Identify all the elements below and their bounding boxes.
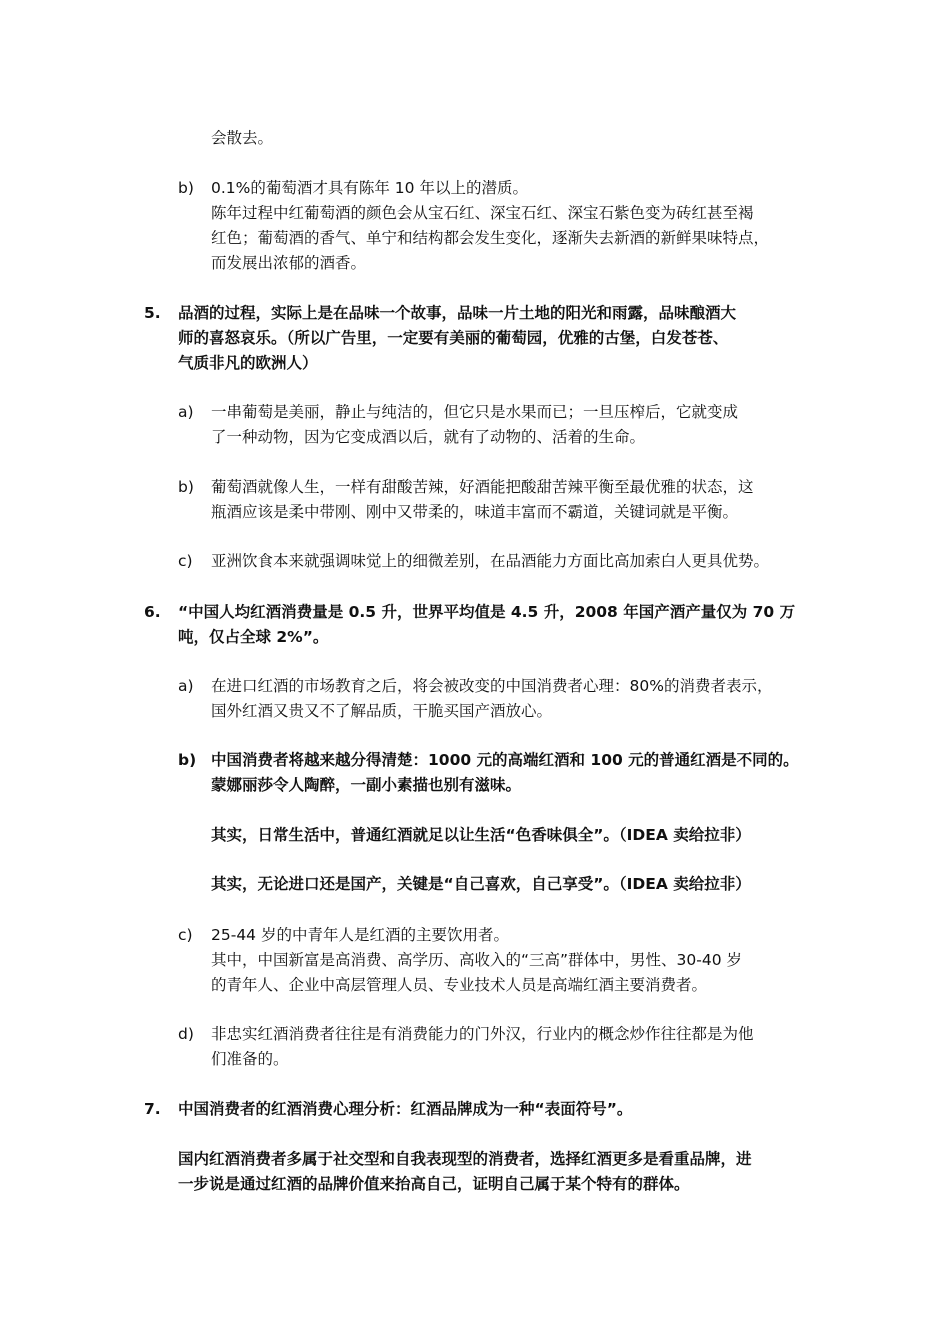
text-line: 陈年过程中红葡萄酒的颜色会从宝石红、深宝石红、深宝石紫色变为砖红甚至褐 [211, 204, 754, 222]
section-7-heading [178, 1097, 818, 1122]
text-line: 了一种动物，因为它变成酒以后，就有了动物的、活着的生命。 [211, 428, 646, 446]
section-6-heading [178, 600, 818, 650]
text-line: 一串葡萄是美丽，静止与纯洁的，但它只是水果而已；一旦压榨后，它就变成 [211, 403, 739, 421]
text-line: 中国消费者的红酒消费心理分析：红酒品牌成为一种“表面符号”。 [178, 1100, 633, 1118]
list-marker: a) [178, 403, 194, 421]
section-number: 5. [144, 304, 161, 322]
text-line: 中国消费者将越来越分得清楚：1000 元的高端红酒和 100 元的普通红酒是不同的。 [211, 751, 799, 769]
text-line: 红色；葡萄酒的香气、单宁和结构都会发生变化，逐渐失去新酒的新鲜果味特点， [211, 229, 770, 247]
text-line: 而发展出浓郁的酒香。 [211, 254, 367, 272]
text-line: 的青年人、企业中高层管理人员、专业技术人员是高端红酒主要消费者。 [211, 976, 708, 994]
text-line: 其实，日常生活中，普通红酒就足以让生活“色香味俱全”。（IDEA 卖给拉非） [211, 826, 751, 844]
section-5-heading [178, 301, 818, 376]
list-marker: b) [178, 478, 194, 496]
list-item-6a [211, 674, 821, 724]
list-item-aging [211, 176, 821, 276]
text-line: 吨，仅占全球 2%”。 [178, 628, 329, 646]
emphasis-paragraph [211, 823, 821, 848]
text-line: 其实，无论进口还是国产，关键是“自己喜欢，自己享受”。（IDEA 卖给拉非） [211, 875, 751, 893]
list-marker: c) [178, 552, 193, 570]
list-marker: c) [178, 926, 193, 944]
text-line: 葡萄酒就像人生，一样有甜酸苦辣，好酒能把酸甜苦辣平衡至最优雅的状态，这 [211, 478, 754, 496]
text-line: 会散去。 [211, 129, 274, 147]
text-line: 非忠实红酒消费者往往是有消费能力的门外汉，行业内的概念炒作往往都是为他 [211, 1025, 754, 1043]
text-line: 一步说是通过红酒的品牌价值来抬高自己，证明自己属于某个特有的群体。 [178, 1175, 690, 1193]
list-item-6b [211, 748, 821, 798]
list-item-5b [211, 475, 821, 525]
text-line: 师的喜怒哀乐。（所以广告里，一定要有美丽的葡萄园，优雅的古堡，白发苍苍、 [178, 329, 729, 347]
text-line: 瓶酒应该是柔中带刚、刚中又带柔的，味道丰富而不霸道，关键词就是平衡。 [211, 503, 739, 521]
text-line: 们准备的。 [211, 1050, 289, 1068]
text-line: 品酒的过程，实际上是在品味一个故事，品味一片土地的阳光和雨露，品味酿酒大 [178, 304, 737, 322]
list-marker: b) [178, 751, 197, 769]
list-item-6c [211, 923, 821, 998]
text-line: 国内红酒消费者多属于社交型和自我表现型的消费者，选择红酒更多是看重品牌，进 [178, 1150, 752, 1168]
text-line: 0.1%的葡萄酒才具有陈年 10 年以上的潜质。 [211, 179, 528, 197]
text-line: 气质非凡的欧洲人） [178, 354, 318, 372]
list-marker: d) [178, 1025, 194, 1043]
list-marker: b) [178, 179, 194, 197]
list-item-5a [211, 400, 821, 450]
text-line: 蒙娜丽莎令人陶醉，一副小素描也别有滋味。 [211, 776, 522, 794]
section-number: 6. [144, 603, 161, 621]
text-line: “中国人均红酒消费量是 0.5 升，世界平均值是 4.5 升，2008 年国产酒产量仅为 70 万 [178, 603, 796, 621]
list-item-6d [211, 1022, 821, 1072]
text-line: 其中，中国新富是高消费、高学历、高收入的“三高”群体中，男性、30-40 岁 [211, 951, 743, 969]
section-7-paragraph [178, 1147, 818, 1197]
continued-text [211, 126, 821, 151]
text-line: 国外红酒又贵又不了解品质，干脆买国产酒放心。 [211, 702, 553, 720]
section-number: 7. [144, 1100, 161, 1118]
text-line: 在进口红酒的市场教育之后，将会被改变的中国消费者心理：80%的消费者表示， [211, 677, 773, 695]
text-line: 25-44 岁的中青年人是红酒的主要饮用者。 [211, 926, 509, 944]
text-line: 亚洲饮食本来就强调味觉上的细微差别，在品酒能力方面比高加索白人更具优势。 [211, 552, 770, 570]
emphasis-paragraph [211, 872, 821, 897]
list-marker: a) [178, 677, 194, 695]
list-item-5c [211, 549, 821, 574]
